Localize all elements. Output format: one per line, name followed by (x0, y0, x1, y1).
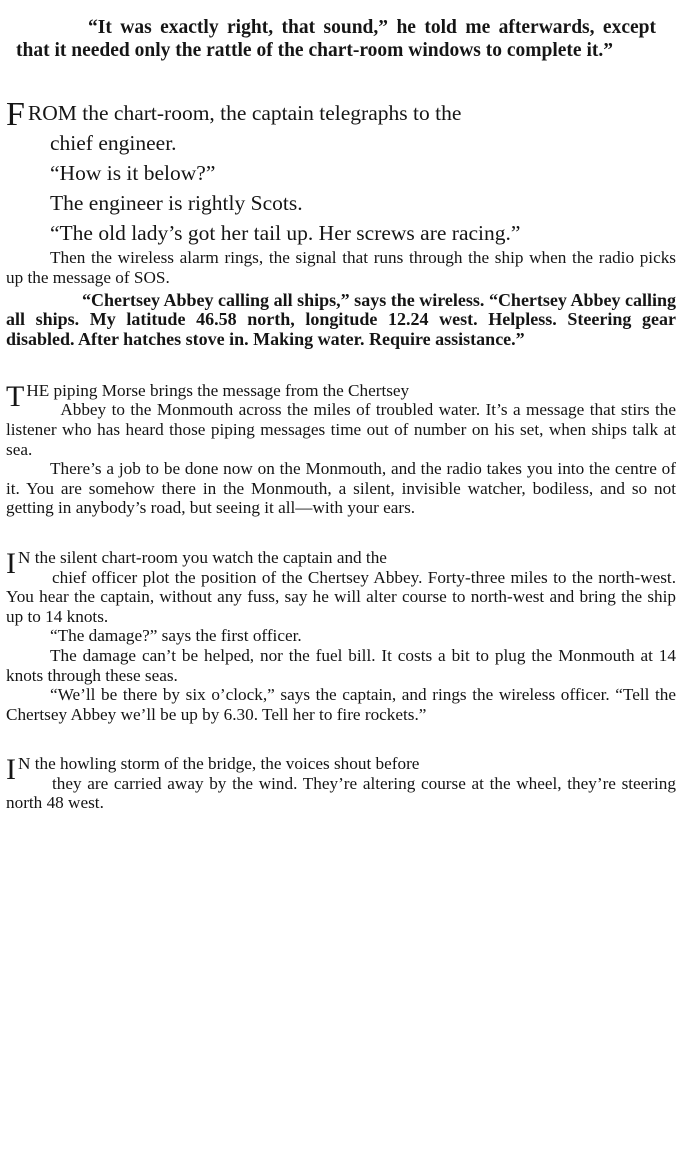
section-chart-room (6, 548, 676, 724)
chart-room-first-line-rest: N the silent chart-room you watch the captain and the (18, 547, 387, 567)
drop-cap-f: F (6, 96, 25, 133)
section-captain-telegraph (6, 98, 676, 248)
plot-position-paragraph: chief officer plot the position of the Chertsey Abbey. Forty-three miles to the north-west. You hear the captain, without any fuss, say he will alter course to north-west and bring the ship up to 14 knots. (6, 567, 676, 626)
newspaper-column (0, 16, 700, 1156)
morse-first-line-rest: HE piping Morse brings the message from the Chertsey (26, 380, 410, 400)
old-lady-quote: “The old lady’s got her tail up. Her screws are racing.” (50, 221, 521, 245)
sos-message-paragraph: “Chertsey Abbey calling all ships,” says the wireless. “Chertsey Abbey calling all ships. My latitude 46.58 north, longitude 12.24 west. Helpless. Steering gear disabled. After hatches stove in. Making water. Require assistance.” (6, 290, 676, 349)
six-oclock-paragraph: “We’ll be there by six o’clock,” says the captain, and rings the wireless officer. “Tell the Chertsey Abbey we’ll be up by 6.30. Tell her to fire rockets.” (6, 685, 676, 724)
intro-quote: “It was exactly right, that sound,” he told me afterwards, except that it needed only the rattle of the chart-room windows to complete it.” (16, 17, 656, 61)
bridge-paragraph: they are carried away by the wind. They’re altering course at the wheel, they’re steering north 48 west. (6, 773, 676, 813)
wireless-alarm-paragraph: Then the wireless alarm rings, the signal that runs through the ship when the radio picks up the message of SOS. (6, 248, 676, 287)
morse-first-line (6, 379, 676, 413)
morse-paragraph: Abbey to the Monmouth across the miles of troubled water. It’s a message that stirs the listener who has heard those piping messages time out of number on his set, when ships talk at sea. (6, 400, 676, 459)
drop-cap-i: I (6, 546, 16, 580)
bridge-first-line (6, 753, 676, 787)
how-is-it-below: “How is it below?” (50, 161, 216, 185)
telegraph-first-line (6, 96, 676, 133)
telegraph-first-line-rest: ROM the chart-room, the captain telegraphs to the (27, 101, 462, 125)
job-to-be-done-paragraph: There’s a job to be done now on the Monmouth, and the radio takes you into the centre of it. You are somehow there in the Monmouth, a silent, invisible watcher, bodiless, and so not getting in anybody’s road, but seeing it all—with your ears. (6, 459, 676, 518)
damage-fuel-paragraph: The damage can’t be helped, nor the fuel bill. It costs a bit to plug the Monmouth at 14 knots through these seas. (6, 645, 676, 685)
bridge-first-line-rest: N the howling storm of the bridge, the voices shout before (18, 754, 420, 774)
drop-cap-t: T (6, 379, 25, 413)
engineer-scots: The engineer is rightly Scots. (50, 191, 303, 215)
chart-room-first-line (6, 546, 676, 580)
section-piping-morse (6, 381, 676, 518)
drop-cap-i-2: I (6, 753, 16, 787)
telegraph-line-cont: chief engineer. (50, 131, 177, 155)
damage-question: “The damage?” says the first officer. (50, 626, 302, 646)
section-bridge-storm (6, 754, 676, 813)
